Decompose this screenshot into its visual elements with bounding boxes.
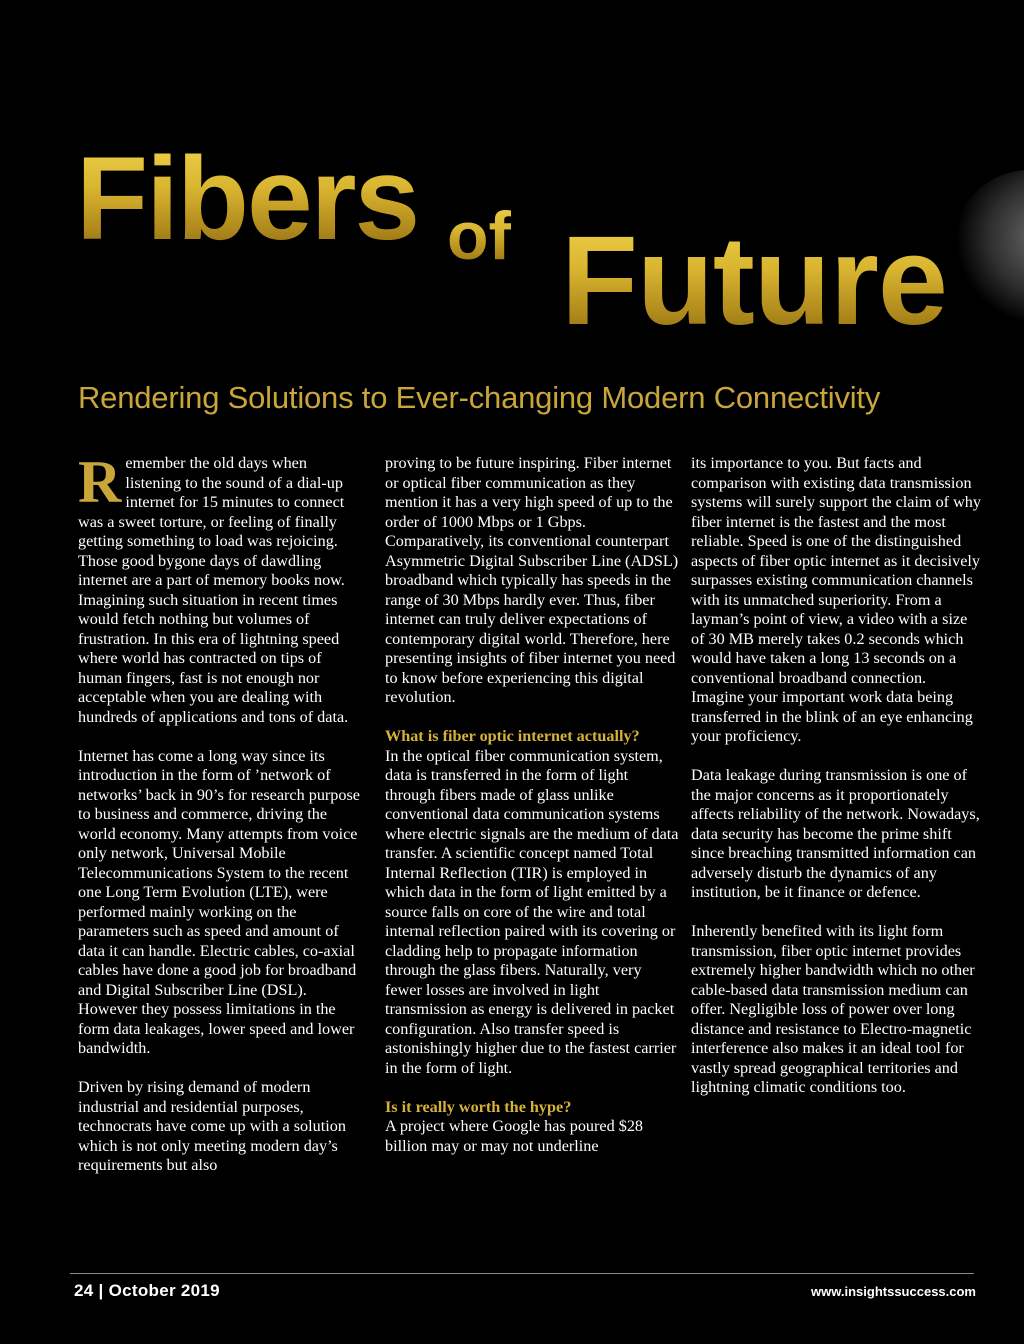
title-word-of: of <box>447 198 512 274</box>
background-glow <box>954 170 1024 320</box>
paragraph-text: In the optical fiber communication system, data is transferred in the form of light through fibers made of glass unlike conventional data communication systems where electric signals are the medium of data transfer. A scientific concept named Total Internal Reflection (TIR) is employed in which data in the form of light emitted by a source falls on core of the wire and total internal reflection paired with its covering or cladding help to propagate information through the glass fibers. Naturally, very fewer losses are involved in light transmission as energy is delivered in packet configuration. Also transfer speed is astonishingly higher due to the fastest carrier in the form of light. <box>385 746 679 1077</box>
website-url: www.insightssuccess.com <box>811 1284 976 1299</box>
paragraph: proving to be future inspiring. Fiber internet or optical fiber communication as they mention it has a very high speed of up to the order of 1000 Mbps or 1 Gbps. Comparatively, its conventional counterpart Asymmetric Digital Subscriber Line (ADSL) broadband which typically has speeds in the range of 30 Mbps hardly ever. Thus, fiber internet can truly deliver expectations of contemporary digital world. Therefore, here presenting insights of fiber internet you need to know before experiencing this digital revolution. <box>385 454 679 706</box>
subheading: What is fiber optic internet actually? <box>385 727 640 745</box>
page-number-date: 24 | October 2019 <box>74 1281 220 1300</box>
subheading: Is it really worth the hype? <box>385 1097 572 1116</box>
paragraph: its importance to you. But facts and comparison with existing data transmission systems will surely support the claim of why fiber internet is the fastest and the most reliable. Speed is one of the distinguished aspects of fiber optic internet as it decisively surpasses existing communication channels with its unmatched superiority. From a layman’s point of view, a video with a size of 30 MB merely takes 0.2 seconds which would have taken a long 13 seconds on a conventional broadband connection. Imagine your important work data being transferred in the blink of an eye enhancing your proficiency. <box>691 454 981 745</box>
drop-cap: R <box>78 449 122 515</box>
title-word-future: Future <box>561 210 947 351</box>
article-column-3 <box>691 454 981 1098</box>
section <box>385 1098 679 1157</box>
paragraph: Driven by rising demand of modern industrial and residential purposes, technocrats have come up with a solution which is not only meeting modern day’s requirements but also <box>78 1078 346 1174</box>
paragraph: Internet has come a long way since its introduction in the form of ’network of networks’ back in 90’s for research purpose to business and commerce, driving the world economy. Many attempts from voice only network, Universal Mobile Telecommunications System to the recent one Long Term Evolution (LTE), were performed mainly working on the parameters such as speed and amount of data it can handle. Electric cables, co-axial cables have done a good job for broadband and Digital Subscriber Line (DSL). However they possess limitations in the form data leakages, lower speed and lower bandwidth. <box>78 746 360 1057</box>
title-word-fibers: Fibers <box>76 133 419 265</box>
section <box>385 727 679 1078</box>
article-column-2 <box>385 454 679 1156</box>
paragraph <box>78 449 364 727</box>
paragraph-text: emember the old days when listening to the sound of a dial-up internet for 15 minutes to connect was a sweet torture, or feeling of finally getting something to load was rejoicing. Those good bygone days of dawdling internet are a part of memory books now. Imagining such situation in recent times would fetch nothing but volumes of frustration. In this era of lightning speed where world has contracted on tips of human fingers, fast is not enough nor acceptable when you are dealing with hundreds of applications and tons of data. <box>78 454 349 726</box>
article-subtitle: Rendering Solutions to Ever-changing Modern Connectivity <box>78 380 881 415</box>
paragraph: Data leakage during transmission is one of the major concerns as it proportionately affects reliability of the network. Nowadays, data security has become the prime shift since breaching transmitted information can adversely disturb the dynamics of any institution, be it finance or defence. <box>691 766 980 901</box>
footer-divider <box>70 1273 974 1274</box>
paragraph: Inherently benefited with its light form transmission, fiber optic internet provides extremely higher bandwidth which no other cable-based data transmission medium can offer. Negligible loss of power over long distance and resistance to Electro-magnetic interference also makes it an ideal tool for vastly spread geographical territories and lightning climatic conditions too. <box>691 922 975 1096</box>
article-column-1 <box>78 449 364 1176</box>
paragraph-text: A project where Google has poured $28 billion may or may not underline <box>385 1117 644 1155</box>
